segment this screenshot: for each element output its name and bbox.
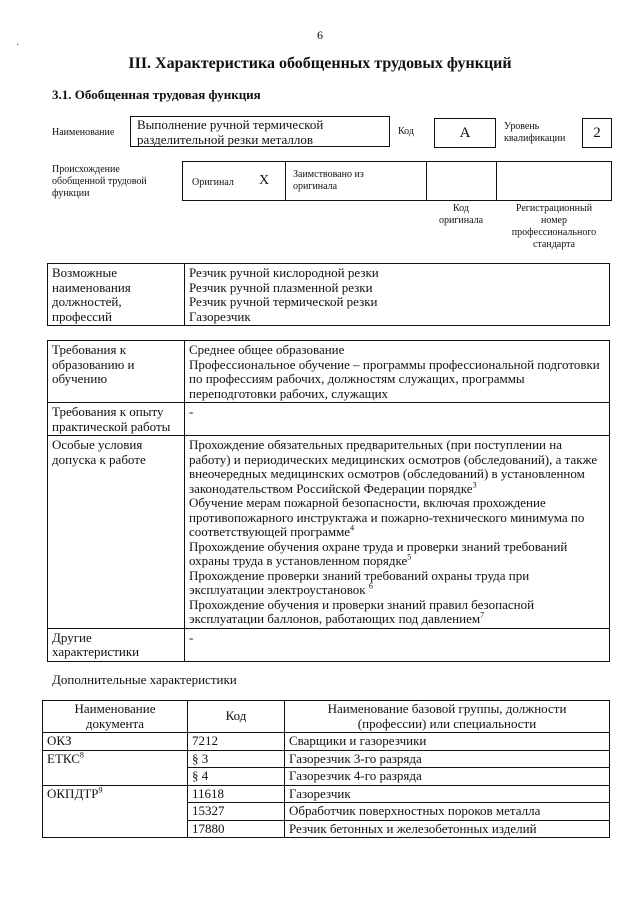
table-header-row — [43, 701, 610, 733]
code-cell: 15327 — [188, 803, 285, 821]
reg-number-caption: Регистрационный номер профессионального стандарта — [511, 203, 597, 250]
name-cell: Сварщики и газорезчики — [285, 733, 610, 751]
requirement-item: Прохождение проверки знаний требований охраны труда при эксплуатации электроустановок $^6$ — [189, 567, 530, 597]
table-row — [43, 750, 610, 768]
page-number: 6 — [317, 28, 323, 42]
level-label: Уровень квалификации — [504, 121, 566, 144]
other-content: - — [185, 628, 610, 661]
requirement-item: Обучение мерам пожарной безопасности, включая прохождение противопожарного инструктажа и пожарно-технического минимума по соответствующей программе$^4$ — [189, 495, 585, 539]
divider — [496, 161, 497, 201]
footnote-ref: 8 — [79, 750, 84, 760]
table-row — [48, 403, 610, 436]
corner-mark: · — [16, 40, 20, 51]
code-cell: 17880 — [188, 820, 285, 838]
original-mark: Х — [259, 173, 270, 188]
additional-table — [42, 700, 610, 838]
doc-cell: ОКЗ — [43, 733, 188, 751]
list-item: Газорезчик — [189, 308, 251, 324]
admission-content — [185, 436, 610, 629]
table-row — [48, 341, 610, 403]
requirement-item: Прохождение обязательных предварительных (при поступлении на работу) и периодических медицинских осмотров (обследований), а также внеочередных медицинских осмотров (обследований) в установленном законодательством Российской Федерации порядке$^3$ — [189, 437, 598, 496]
table-row — [43, 733, 610, 751]
divider — [426, 161, 427, 201]
requirements-table — [47, 340, 610, 662]
origin-label: Происхождение обобщенной трудовой функции — [52, 164, 147, 199]
education-content — [185, 341, 610, 403]
code-cell: 11618 — [188, 785, 285, 803]
requirement-item: Прохождение обучения охране труда и проверки знаний требований охраны труда в установленном порядке$^5$ — [189, 538, 568, 568]
footnote-ref: 5 — [407, 552, 412, 562]
function-name-line: Выполнение ручной термической — [137, 117, 324, 132]
positions-list — [185, 264, 610, 326]
table-row — [48, 628, 610, 661]
original-label: Оригинал — [192, 177, 234, 188]
footnote-ref: 3 — [472, 480, 477, 490]
list-item: Резчик ручной кислородной резки — [189, 265, 379, 280]
name-cell: Газорезчик 3-го разряда — [285, 750, 610, 768]
list-item: Резчик ручной термической резки — [189, 294, 378, 309]
code-label: Код — [398, 126, 414, 137]
experience-content: - — [185, 403, 610, 436]
other-label: Другие характеристики — [48, 628, 185, 661]
requirement-item: Профессиональное обучение – программы профессиональной подготовки по профессиям рабочих, должностям служащих, программы переподготовки рабочих, служащих — [189, 356, 600, 401]
name-cell: Газорезчик — [285, 785, 610, 803]
header-doc: Наименование документа — [43, 701, 188, 733]
function-name-line: разделительной резки металлов — [137, 131, 313, 147]
divider — [285, 161, 286, 201]
admission-label: Особые условия допуска к работе — [48, 436, 185, 629]
footnote-ref: 9 — [98, 785, 103, 795]
positions-label: Возможные наименования должностей, профессий — [48, 264, 185, 326]
table-row — [43, 785, 610, 803]
borrowed-label: Заимствовано из оригинала — [293, 169, 364, 192]
list-item: Резчик ручной плазменной резки — [189, 279, 373, 295]
origin-table — [182, 161, 612, 201]
education-label: Требования к образованию и обучению — [48, 341, 185, 403]
table-row — [48, 264, 610, 326]
doc-cell: ОКПДТР$^9$ — [43, 785, 188, 838]
footnote-ref: 6 — [368, 581, 373, 591]
name-cell: Обработчик поверхностных пороков металла — [285, 803, 610, 821]
name-cell: Резчик бетонных и железобетонных изделий — [285, 820, 610, 838]
header-code: Код — [188, 701, 285, 733]
requirement-item: Прохождение обучения и проверки знаний правил безопасной эксплуатации баллонов, работающих под давлением$^7$ — [189, 596, 535, 626]
table-row — [48, 436, 610, 629]
doc-cell: ЕТКС$^8$ — [43, 750, 188, 785]
header-name: Наименование базовой группы, должности (профессии) или специальности — [285, 701, 610, 733]
footnote-ref: 7 — [480, 610, 485, 620]
experience-label: Требования к опыту практической работы — [48, 403, 185, 436]
function-name-box — [130, 116, 390, 147]
level-value-box: 2 — [582, 118, 612, 148]
requirement-item: Среднее общее образование — [189, 342, 345, 357]
code-cell: § 3 — [188, 750, 285, 768]
code-cell: § 4 — [188, 768, 285, 786]
positions-table — [47, 263, 610, 326]
section-title: III. Характеристика обобщенных трудовых функций — [128, 55, 512, 72]
code-cell: 7212 — [188, 733, 285, 751]
additional-title: Дополнительные характеристики — [52, 672, 237, 687]
name-label: Наименование — [52, 127, 115, 138]
code-value-box: А — [434, 118, 496, 148]
code-original-caption: Код оригинала — [438, 203, 484, 226]
name-cell: Газорезчик 4-го разряда — [285, 768, 610, 786]
footnote-ref: 4 — [350, 523, 355, 533]
subsection-title: 3.1. Обобщенная трудовая функция — [52, 87, 261, 102]
